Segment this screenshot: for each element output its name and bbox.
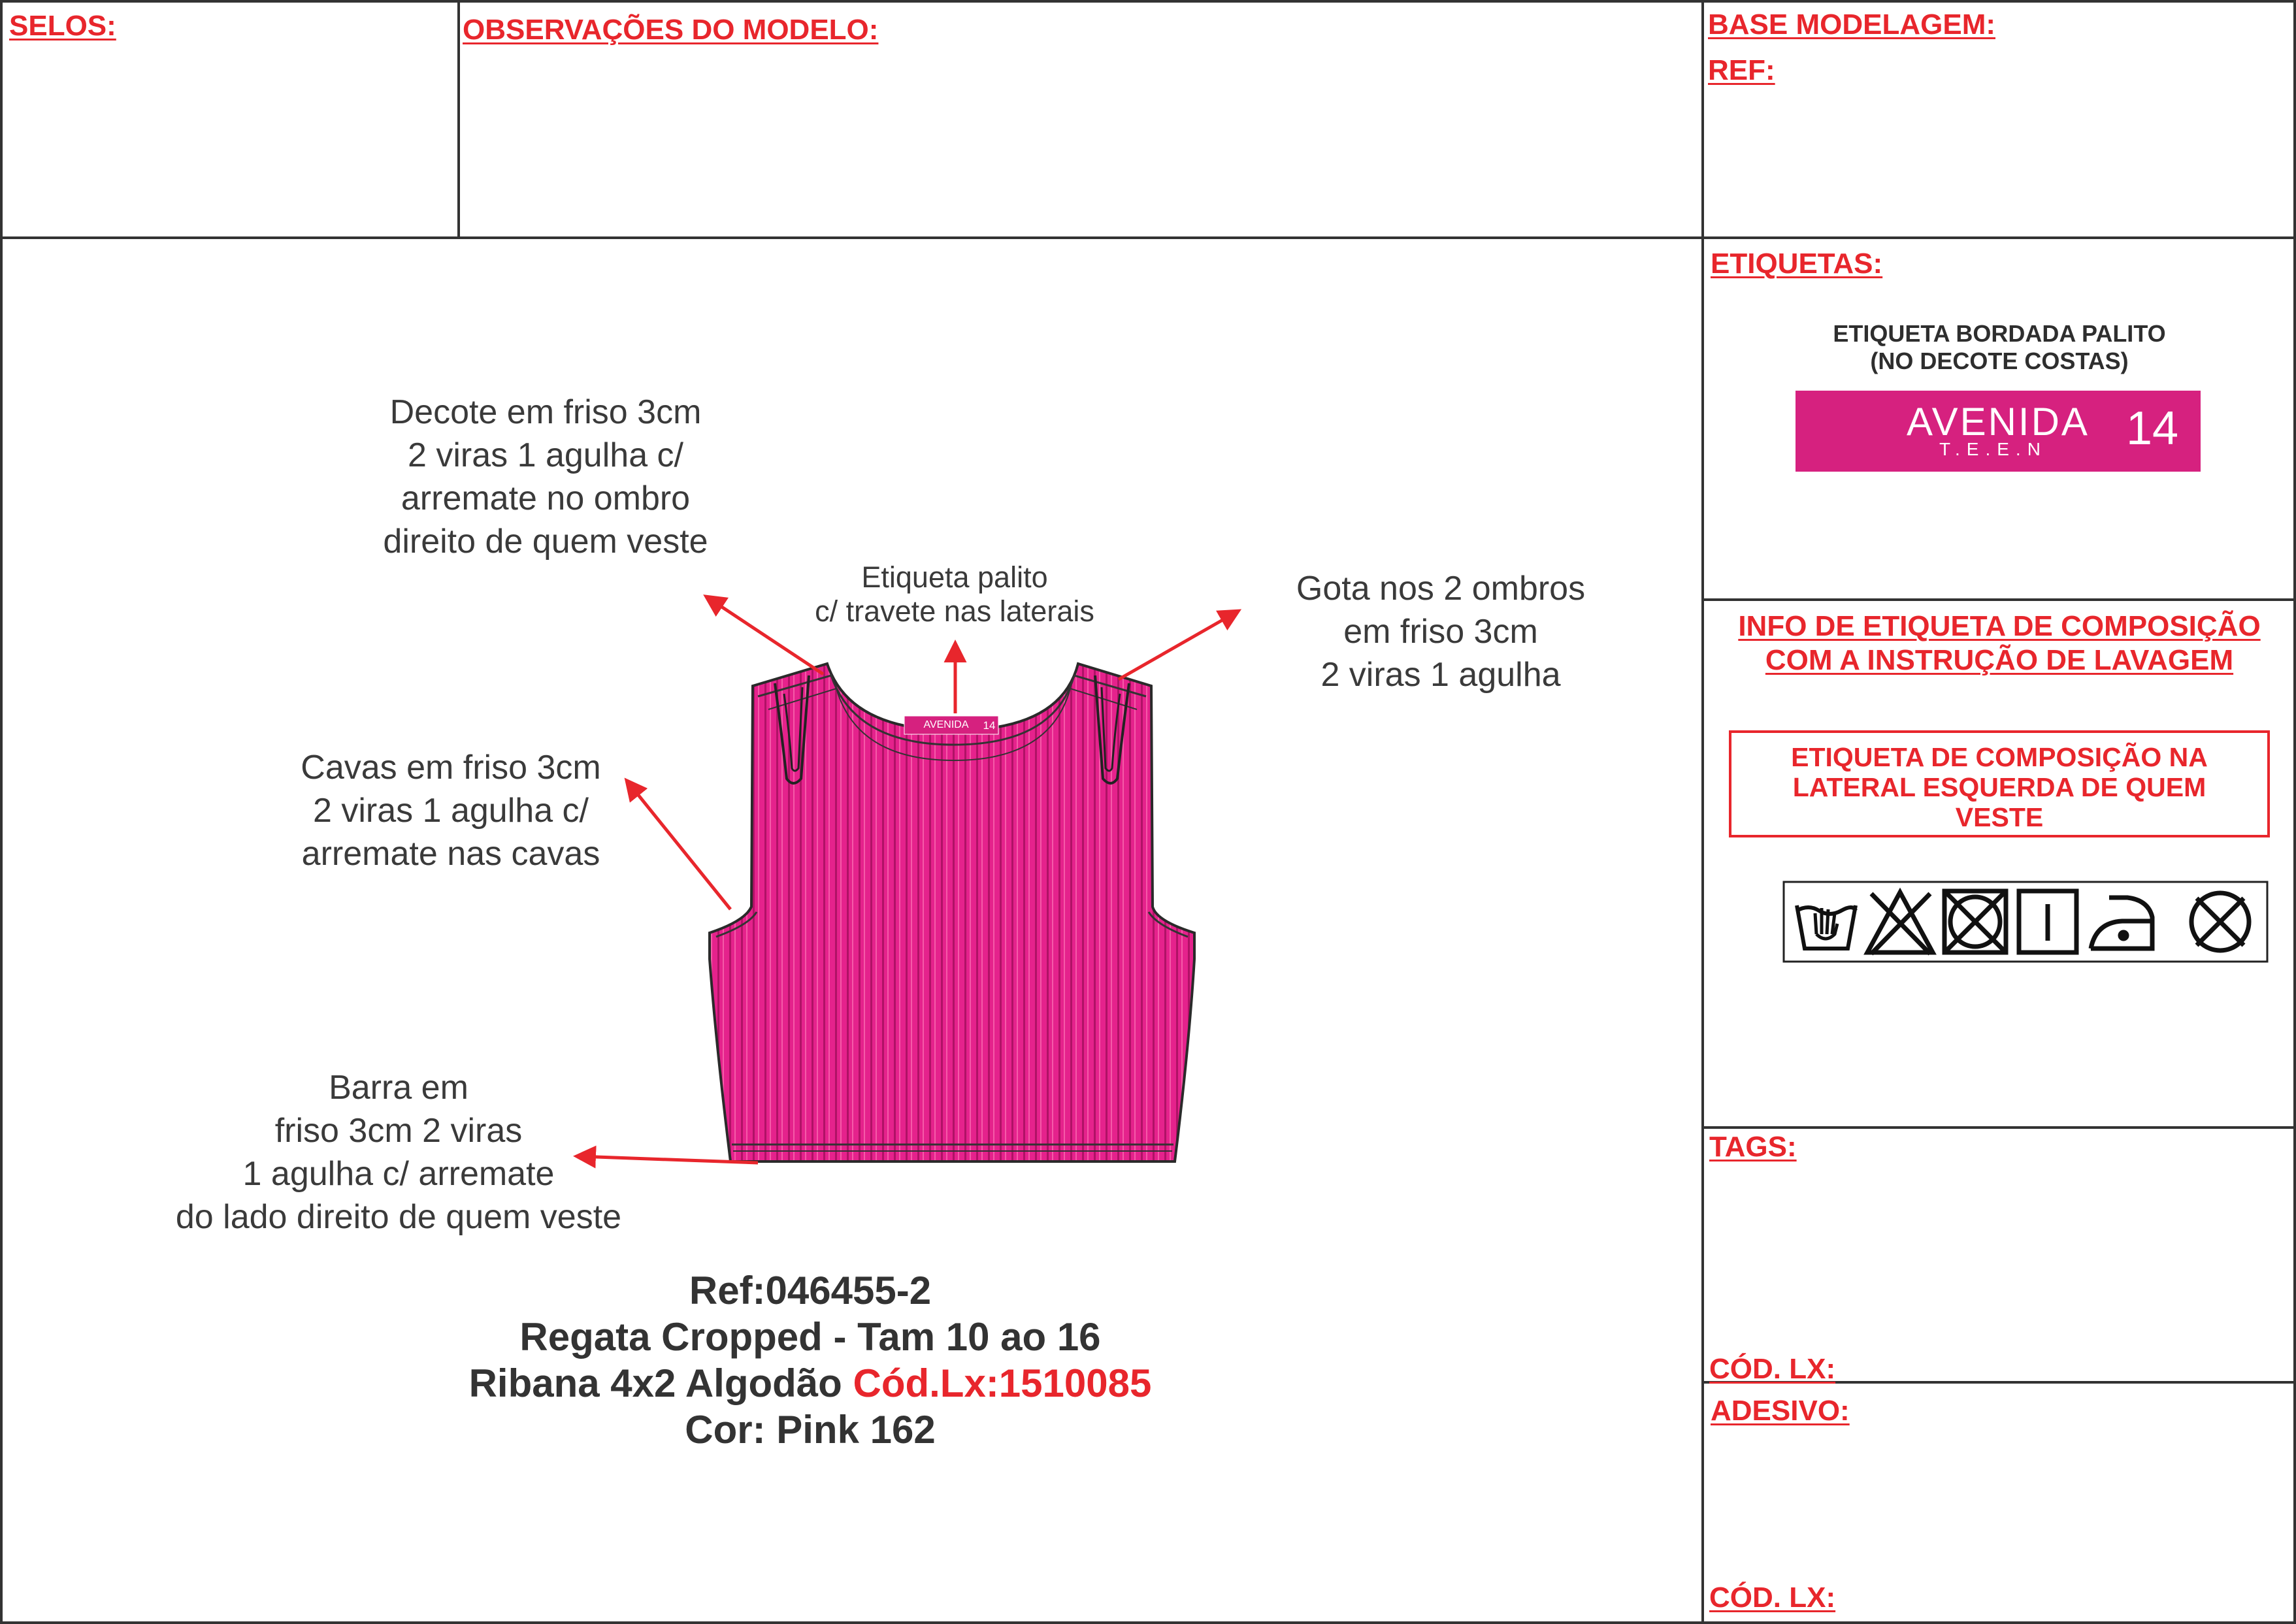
- spec-fabric: Ribana 4x2 Algodão: [468, 1361, 842, 1405]
- observacoes-heading: OBSERVAÇÕES DO MODELO:: [463, 14, 879, 46]
- note-etiqueta-line: c/ travete nas laterais: [815, 594, 1094, 628]
- note-barra-line: friso 3cm 2 viras: [274, 1112, 523, 1150]
- selos-heading: SELOS:: [9, 10, 116, 42]
- spec-ref: Ref:046455-2: [689, 1269, 932, 1312]
- note-cavas-line: arremate nas cavas: [301, 835, 600, 873]
- note-barra-line: 1 agulha c/ arremate: [242, 1155, 555, 1193]
- note-barra-line: do lado direito de quem veste: [175, 1198, 622, 1236]
- note-gota-line: Gota nos 2 ombros: [1296, 570, 1586, 608]
- adesivo-cod-lx: CÓD. LX:: [1709, 1582, 1836, 1614]
- brand-label-name: AVENIDA: [1907, 400, 2090, 444]
- mini-label-size: 14: [983, 719, 996, 732]
- note-etiqueta-palito: [781, 560, 1128, 628]
- brand-label: [1796, 391, 2201, 472]
- mini-neck-label: [904, 716, 998, 734]
- composicao-text: [1731, 742, 2267, 832]
- note-decote-line: direito de quem veste: [383, 523, 708, 560]
- note-decote-line: Decote em friso 3cm: [389, 393, 702, 431]
- brand-label-sub: T.E.E.N: [1939, 439, 2047, 459]
- info-composicao-line-2: COM A INSTRUÇÃO DE LAVAGEM: [1765, 644, 2234, 676]
- composicao-box: [1729, 730, 2270, 837]
- etiqueta-title-line-1: ETIQUETA BORDADA PALITO: [1833, 320, 2166, 347]
- note-cavas-line: Cavas em friso 3cm: [301, 749, 601, 787]
- base-modelagem-heading: BASE MODELAGEM:: [1708, 8, 1995, 41]
- spec-cod-lx: Cód.Lx:1510085: [853, 1361, 1152, 1405]
- spec-fabric-line: [366, 1360, 1255, 1406]
- composicao-line-1: ETIQUETA DE COMPOSIÇÃO NA: [1791, 742, 2208, 772]
- note-barra: [118, 1066, 680, 1239]
- etiqueta-title-line-2: (NO DECOTE COSTAS): [1870, 348, 2129, 374]
- info-composicao-line-1: INFO DE ETIQUETA DE COMPOSIÇÃO: [1738, 610, 2261, 642]
- spec-model: Regata Cropped - Tam 10 ao 16: [519, 1315, 1101, 1359]
- spec-color: Cor: Pink 162: [685, 1408, 936, 1452]
- care-symbols: [1782, 881, 2269, 963]
- note-decote: [340, 391, 751, 563]
- note-barra-line: Barra em: [329, 1069, 468, 1107]
- note-decote-line: 2 viras 1 agulha c/: [407, 436, 684, 474]
- note-gota: [1241, 567, 1640, 696]
- ref-heading: REF:: [1708, 54, 1775, 86]
- note-gota-line: 2 viras 1 agulha: [1320, 656, 1561, 694]
- garment-drawing: [693, 653, 1215, 1176]
- tags-heading: TAGS:: [1709, 1131, 1797, 1163]
- tags-cod-lx: CÓD. LX:: [1709, 1353, 1836, 1385]
- adesivo-heading: ADESIVO:: [1711, 1395, 1850, 1427]
- composicao-line-3: VESTE: [1955, 802, 2044, 832]
- note-cavas: [255, 746, 647, 875]
- note-decote-line: arremate no ombro: [401, 479, 691, 517]
- mini-label-brand: AVENIDA: [923, 719, 969, 730]
- note-etiqueta-line: Etiqueta palito: [861, 560, 1048, 594]
- note-gota-line: em friso 3cm: [1343, 613, 1538, 651]
- brand-label-size: 14: [2126, 402, 2179, 455]
- etiquetas-heading: ETIQUETAS:: [1711, 248, 1883, 280]
- composicao-line-2: LATERAL ESQUERDA DE QUEM: [1792, 772, 2206, 802]
- note-cavas-line: 2 viras 1 agulha c/: [312, 792, 589, 830]
